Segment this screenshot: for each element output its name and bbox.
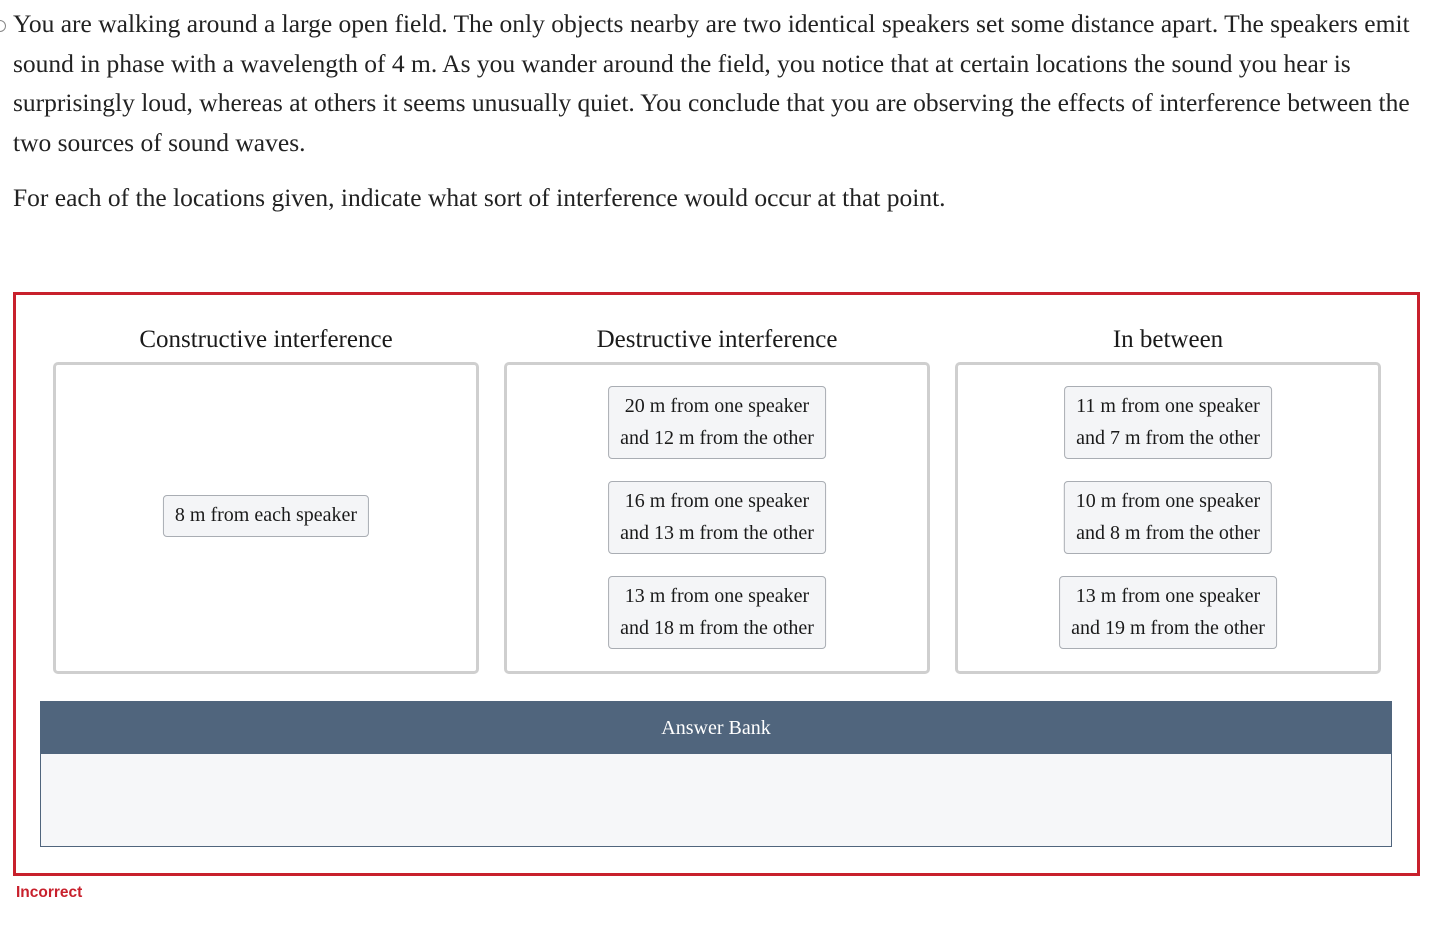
answer-card-text: and 7 m from the other bbox=[1076, 426, 1260, 449]
answer-card[interactable] bbox=[608, 481, 826, 554]
answer-bank-title: Answer Bank bbox=[41, 702, 1391, 754]
answer-card[interactable] bbox=[1064, 481, 1272, 554]
answer-card[interactable] bbox=[1059, 576, 1277, 649]
sorting-module bbox=[13, 292, 1420, 876]
answer-card-text: and 18 m from the other bbox=[620, 616, 814, 639]
bin-drop-zone[interactable] bbox=[955, 362, 1381, 674]
answer-card[interactable] bbox=[608, 386, 826, 459]
answer-card-text: and 13 m from the other bbox=[620, 521, 814, 544]
bin-drop-zone[interactable] bbox=[53, 362, 479, 674]
answer-card-text: 8 m from each speaker bbox=[174, 504, 358, 526]
bin-drop-zone[interactable] bbox=[504, 362, 930, 674]
answer-card-text: 13 m from one speaker bbox=[1075, 585, 1261, 607]
question-instruction: For each of the locations given, indicate what sort of interference would occur at that point. bbox=[13, 183, 946, 212]
bin-title: In between bbox=[1112, 326, 1224, 353]
bin-title: Destructive interference bbox=[596, 326, 838, 353]
bin-title: Constructive interference bbox=[139, 326, 393, 353]
answer-card-text: 11 m from one speaker bbox=[1076, 395, 1260, 417]
status-feedback: Incorrect bbox=[16, 884, 83, 901]
answer-card-text: and 12 m from the other bbox=[620, 426, 814, 449]
answer-card[interactable] bbox=[608, 576, 826, 649]
answer-card-text: 20 m from one speaker bbox=[624, 395, 810, 417]
answer-bank[interactable] bbox=[40, 701, 1392, 847]
answer-card-text: 10 m from one speaker bbox=[1075, 490, 1261, 512]
answer-card[interactable] bbox=[163, 495, 369, 537]
question-paragraph: You are walking around a large open field. The only objects nearby are two identical speakers set some distance apart. The speakers emit sound in phase with a wavelength of 4 m. As you wander around the field, you notice that at certain locations the sound you hear is surprisingly loud, whereas at others it seems unusually quiet. You conclude that you are observing the effects of interference between the two sources of sound waves. bbox=[13, 9, 1410, 157]
answer-card-text: 16 m from one speaker bbox=[624, 490, 810, 512]
answer-card[interactable] bbox=[1064, 386, 1272, 459]
radio-indicator-icon bbox=[0, 20, 6, 32]
answer-card-text: 13 m from one speaker bbox=[624, 585, 810, 607]
answer-card-text: and 19 m from the other bbox=[1071, 616, 1265, 639]
question-text bbox=[13, 4, 1418, 218]
answer-card-text: and 8 m from the other bbox=[1076, 521, 1260, 544]
